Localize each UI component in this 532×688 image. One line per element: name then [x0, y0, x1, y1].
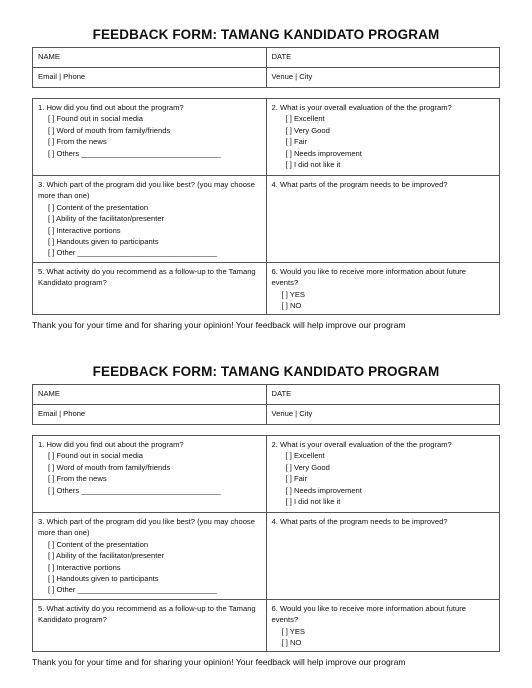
venue-field[interactable]: Venue | City: [266, 405, 500, 425]
feedback-form-2: [32, 364, 500, 667]
name-field[interactable]: NAME: [33, 385, 267, 405]
q3-option-other[interactable]: [ ] Other _________________________________: [48, 248, 217, 258]
form-title: FEEDBACK FORM: TAMANG KANDIDATO PROGRAM: [92, 27, 440, 42]
q2-option-excellent[interactable]: [ ] Excellent: [285, 451, 325, 461]
q2-option-very-good[interactable]: [ ] Very Good: [285, 462, 330, 472]
q1-option-social-media[interactable]: [ ] Found out in social media: [48, 451, 143, 461]
q1-option-news[interactable]: [ ] From the news: [48, 137, 107, 147]
q3-option-handouts[interactable]: [ ] Handouts given to participants: [48, 237, 159, 247]
venue-field[interactable]: Venue | City: [266, 68, 500, 88]
question-3: [33, 176, 267, 263]
question-5[interactable]: [33, 262, 267, 315]
q1-option-news[interactable]: [ ] From the news: [48, 474, 107, 484]
q3-option-interactive[interactable]: [ ] Interactive portions: [48, 225, 121, 235]
feedback-form-1: [32, 27, 500, 330]
question-5[interactable]: [33, 599, 267, 652]
q6-option-no[interactable]: [ ] NO: [281, 301, 302, 311]
question-6-text: 6. Would you like to receive more information about future events?: [271, 603, 466, 625]
q3-option-content[interactable]: [ ] Content of the presentation: [48, 539, 149, 549]
question-3-text: 3. Which part of the program did you like best? (you may choose more than one): [38, 517, 255, 538]
questions-table: [32, 98, 500, 315]
q1-option-others[interactable]: [ ] Others _________________________________: [48, 485, 221, 495]
question-6: [266, 262, 500, 315]
question-1: [33, 436, 267, 513]
contact-field[interactable]: Email | Phone: [33, 405, 267, 425]
question-1: [33, 99, 267, 176]
q3-option-facilitator[interactable]: [ ] Ability of the facilitator/presenter: [48, 214, 165, 224]
q2-option-did-not-like[interactable]: [ ] I did not like it: [285, 160, 341, 170]
q2-option-excellent[interactable]: [ ] Excellent: [285, 114, 325, 124]
q3-option-handouts[interactable]: [ ] Handouts given to participants: [48, 574, 159, 584]
thank-you-note: Thank you for your time and for sharing your opinion! Your feedback will help improve our program: [32, 657, 406, 668]
question-4[interactable]: [266, 176, 500, 263]
info-table: [32, 384, 500, 425]
q3-option-other[interactable]: [ ] Other _________________________________: [48, 585, 217, 595]
form-title: FEEDBACK FORM: TAMANG KANDIDATO PROGRAM: [92, 364, 440, 379]
q2-option-did-not-like[interactable]: [ ] I did not like it: [285, 497, 341, 507]
question-5-text: 5. What activity do you recommend as a follow-up to the Tamang Kandidato program?: [38, 603, 256, 625]
q3-option-facilitator[interactable]: [ ] Ability of the facilitator/presenter: [48, 551, 165, 561]
date-field[interactable]: DATE: [266, 385, 500, 405]
date-field[interactable]: DATE: [266, 48, 500, 68]
q6-option-no[interactable]: [ ] NO: [281, 638, 302, 648]
question-2-text: 2. What is your overall evaluation of the the program?: [271, 440, 452, 449]
question-4-text: 4. What parts of the program needs to be improved?: [271, 180, 448, 189]
q3-option-content[interactable]: [ ] Content of the presentation: [48, 202, 149, 212]
thank-you-note: Thank you for your time and for sharing your opinion! Your feedback will help improve our program: [32, 320, 406, 331]
q6-option-yes[interactable]: [ ] YES: [281, 626, 305, 636]
question-6: [266, 599, 500, 652]
q3-option-interactive[interactable]: [ ] Interactive portions: [48, 562, 121, 572]
q1-option-social-media[interactable]: [ ] Found out in social media: [48, 114, 143, 124]
question-2-text: 2. What is your overall evaluation of the the program?: [271, 103, 452, 112]
question-5-text: 5. What activity do you recommend as a follow-up to the Tamang Kandidato program?: [38, 266, 256, 288]
q2-option-needs-improvement[interactable]: [ ] Needs improvement: [285, 485, 362, 495]
question-2: [266, 99, 500, 176]
q2-option-fair[interactable]: [ ] Fair: [285, 137, 308, 147]
question-3: [33, 513, 267, 600]
question-1-text: 1. How did you find out about the program?: [38, 440, 184, 449]
questions-table: [32, 435, 500, 652]
q1-option-word-of-mouth[interactable]: [ ] Word of mouth from family/friends: [48, 125, 171, 135]
question-4[interactable]: [266, 513, 500, 600]
question-6-text: 6. Would you like to receive more information about future events?: [271, 266, 466, 288]
q1-option-word-of-mouth[interactable]: [ ] Word of mouth from family/friends: [48, 462, 171, 472]
q6-option-yes[interactable]: [ ] YES: [281, 289, 305, 299]
contact-field[interactable]: Email | Phone: [33, 68, 267, 88]
q2-option-fair[interactable]: [ ] Fair: [285, 474, 308, 484]
q2-option-needs-improvement[interactable]: [ ] Needs improvement: [285, 148, 362, 158]
question-2: [266, 436, 500, 513]
q1-option-others[interactable]: [ ] Others _________________________________: [48, 148, 221, 158]
q2-option-very-good[interactable]: [ ] Very Good: [285, 125, 330, 135]
question-4-text: 4. What parts of the program needs to be improved?: [271, 517, 448, 526]
question-1-text: 1. How did you find out about the program?: [38, 103, 184, 112]
info-table: [32, 47, 500, 88]
name-field[interactable]: NAME: [33, 48, 267, 68]
question-3-text: 3. Which part of the program did you like best? (you may choose more than one): [38, 180, 255, 201]
